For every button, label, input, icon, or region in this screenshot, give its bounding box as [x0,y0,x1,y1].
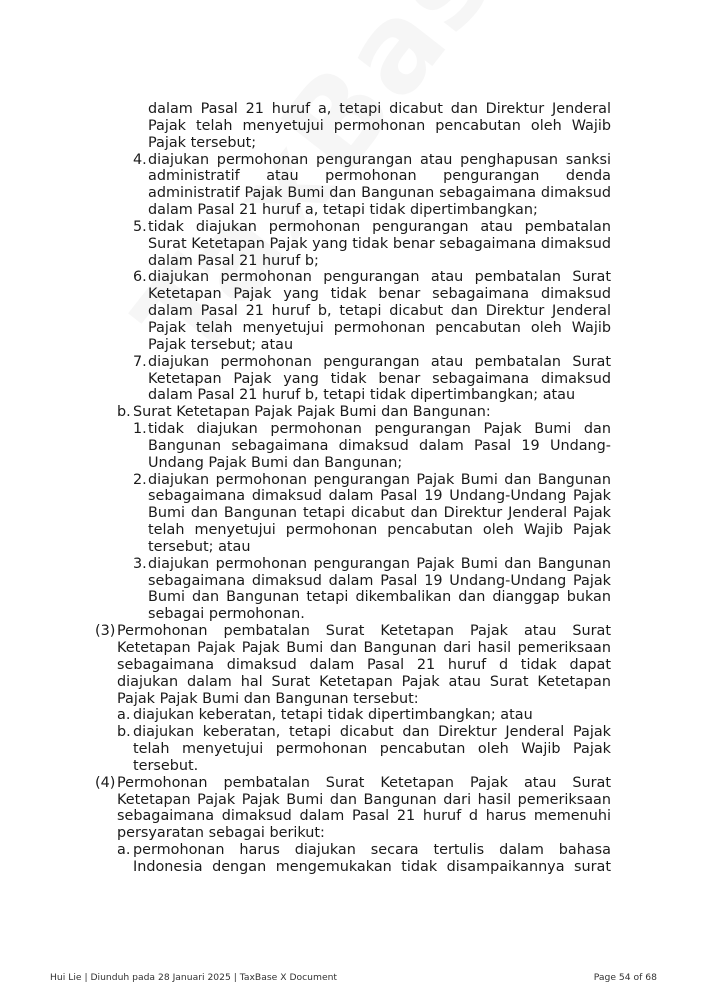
item-number: 6. [133,269,147,286]
item-text: diajukan permohonan pengurangan Pajak Bumi dan Bangunan sebagaimana dimaksud dalam Pasal 19 Undang-Undang Pajak Bumi dan Bangunan tetapi dikembalikan dan dianggap bukan sebagai permohonan. [148,555,611,623]
item-letter: b. [117,724,131,741]
sub-section-b [117,404,611,421]
item-text: diajukan permohonan pengurangan Pajak Bumi dan Bangunan sebagaimana dimaksud dalam Pasal 19 Undang-Undang Pajak Bumi dan Bangunan tetapi dicabut dan Direktur Jenderal Pajak telah menyetujui permohonan pencabutan oleh Wajib Pajak tersebut; atau [148,471,611,555]
list-item [117,707,611,724]
document-body [0,101,707,876]
item-letter: a. [117,707,131,724]
item-number: 5. [133,218,147,235]
paragraph-number: (4) [95,774,116,791]
list-item [133,218,611,270]
paragraph-3 [95,623,611,707]
item-number: 2. [133,471,147,488]
item-text: diajukan permohonan pengurangan atau penghapusan sanksi administratif atau permohonan pengurangan denda administratif Pajak Bumi dan Bangunan sebagaimana dimaksud dalam Pasal 21 huruf a, tetapi tidak dipertimbangkan; [148,151,611,219]
item-text: diajukan keberatan, tetapi tidak dipertimbangkan; atau [133,707,533,724]
list-item [133,421,611,472]
item-text: diajukan permohonan pengurangan atau pembatalan Surat Ketetapan Pajak yang tidak benar sebagaimana dimaksud dalam Pasal 21 huruf b, tetapi dicabut dan Direktur Jenderal Pajak telah menyetujui permohonan pencabutan oleh Wajib Pajak tersebut; atau [148,269,611,353]
list-item [133,269,611,353]
list-item [133,151,611,219]
footer-page-number: Page 54 of 68 [593,972,657,983]
item-text: Surat Ketetapan Pajak Pajak Bumi dan Bangunan: [133,404,491,421]
list-item [117,842,611,876]
item-number: 1. [133,421,147,438]
item-number: 4. [133,151,147,168]
list-item-continuation [148,101,611,152]
paragraph-number: (3) [95,623,116,640]
paragraph-text: Permohonan pembatalan Surat Ketetapan Pajak atau Surat Ketetapan Pajak Pajak Bumi dan Bangunan dari hasil pemeriksaan sebagaimana dimaksud dalam Pasal 21 huruf d harus memenuhi persyaratan sebagai berikut: [117,774,611,842]
item-text: dalam Pasal 21 huruf a, tetapi dicabut dan Direktur Jenderal Pajak telah menyetujui permohonan pencabutan oleh Wajib Pajak tersebut; [148,101,611,151]
item-text: tidak diajukan permohonan pengurangan Pajak Bumi dan Bangunan sebagaimana dimaksud dalam Pasal 19 Undang-Undang Pajak Bumi dan Bangunan; [148,421,611,471]
item-text: permohonan harus diajukan secara tertulis dalam bahasa Indonesia dengan mengemukakan tidak disampaikannya surat [133,842,611,875]
list-item [117,724,611,775]
item-letter: a. [117,842,131,859]
item-text: diajukan permohonan pengurangan atau pembatalan Surat Ketetapan Pajak yang tidak benar sebagaimana dimaksud dalam Pasal 21 huruf b, tetapi tidak dipertimbangkan; atau [148,353,611,404]
item-text: diajukan keberatan, tetapi dicabut dan Direktur Jenderal Pajak telah menyetujui permohonan pencabutan oleh Wajib Pajak tersebut. [133,724,611,774]
list-item [133,471,611,556]
item-number: 3. [133,555,147,572]
item-text: tidak diajukan permohonan pengurangan atau pembatalan Surat Ketetapan Pajak yang tidak benar sebagaimana dimaksud dalam Pasal 21 huruf b; [148,218,611,269]
paragraph-text: Permohonan pembatalan Surat Ketetapan Pajak atau Surat Ketetapan Pajak Pajak Bumi dan Bangunan dari hasil pemeriksaan sebagaimana dimaksud dalam Pasal 21 huruf d tidak dapat diajukan dalam hal Surat Ketetapan Pajak atau Surat Ketetapan Pajak Pajak Bumi dan Bangunan tersebut: [117,623,611,707]
list-item [133,353,611,405]
list-item [133,555,611,623]
paragraph-4 [95,774,611,842]
item-letter: b. [117,404,131,421]
item-number: 7. [133,353,147,370]
footer-download-info: Hui Lie | Diunduh pada 28 Januari 2025 | TaxBase X Document [50,972,338,983]
